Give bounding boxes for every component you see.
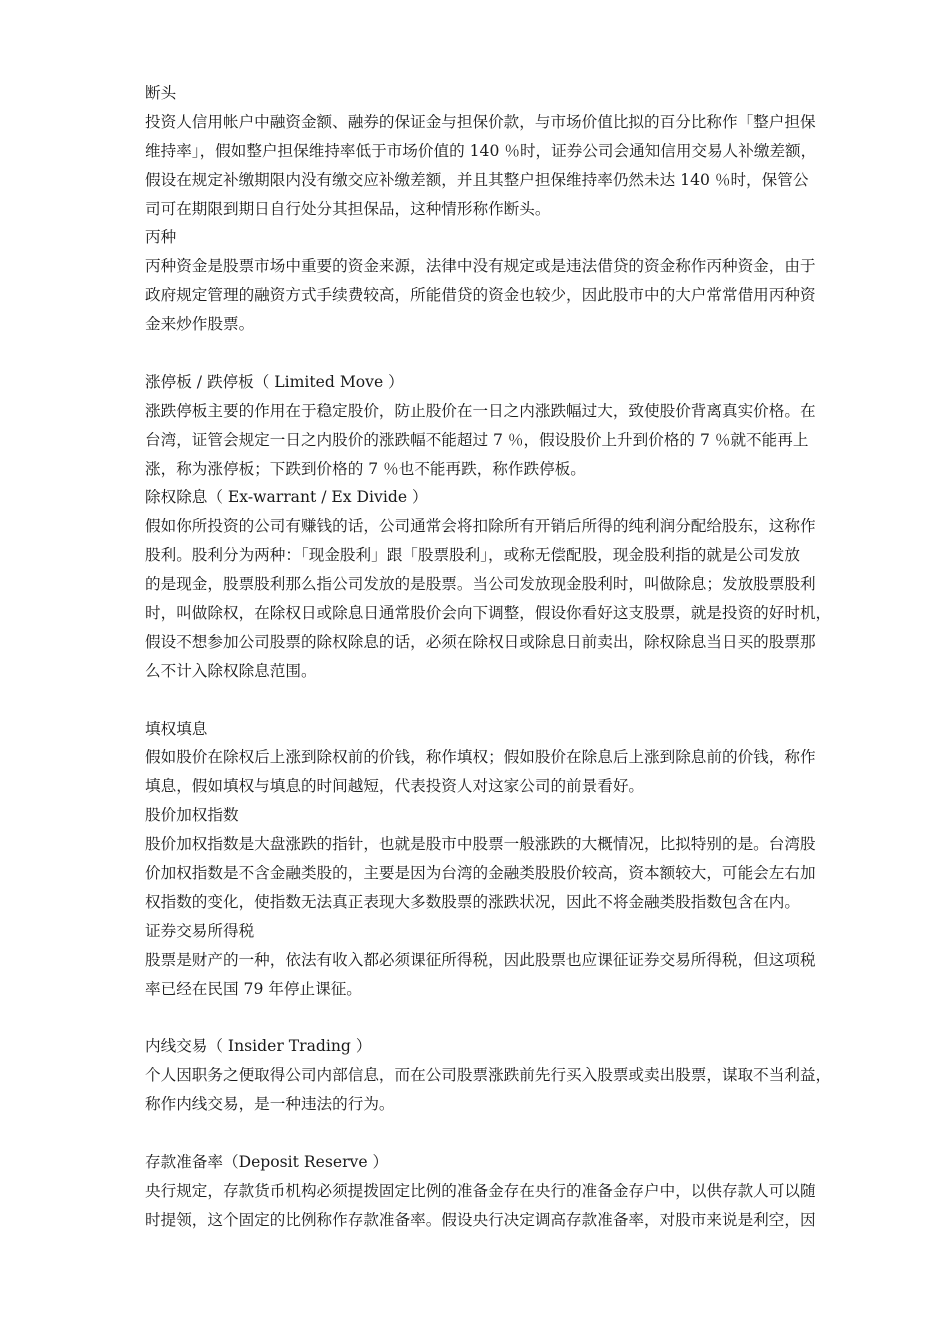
body-text-line: 称作内线交易，是一种违法的行为。 [145, 1095, 395, 1114]
body-text-line: 假设在规定补缴期限内没有缴交应补缴差额，并且其整户担保维持率仍然未达 140 ％时，保管公 [145, 170, 809, 189]
blank-line [145, 339, 868, 368]
section-heading: 除权除息（ Ex-warrant / Ex Divide ） [145, 488, 428, 507]
section-heading: 断头 [145, 84, 177, 102]
body-text-line: 政府规定管理的融资方式手续费较高，所能借贷的资金也较少，因此股市中的大户常常借用丙种资 [145, 286, 816, 305]
body-text-line: 维持率」，假如整户担保维持率低于市场价值的 140 ％时，证券公司会通知信用交易人补缴差额， [145, 141, 817, 160]
section-heading: 存款准备率（Deposit Reserve ） [145, 1152, 389, 1171]
section-heading: 股价加权指数 [145, 806, 239, 825]
body-text-line: 涨跌停板主要的作用在于稳定股价，防止股价在一日之内涨跌幅过大，致使股价背离真实价格。在 [145, 401, 816, 420]
body-text-line: 时提领，这个固定的比例称作存款准备率。假设央行决定调高存款准备率，对股市来说是利空，因 [145, 1210, 816, 1229]
body-text-line: 投资人信用帐户中融资金额、融券的保证金与担保价款，与市场价值比拟的百分比称作「整户担保 [145, 112, 816, 131]
blank-line [145, 1004, 868, 1033]
body-text-line: 司可在期限到期日自行处分其担保品，这种情形称作断头。 [145, 199, 551, 218]
body-text-line: 央行规定，存款货币机构必须提拨固定比例的准备金存在央行的准备金存户中，以供存款人可以随 [145, 1181, 816, 1200]
body-text-line: 率已经在民国 79 年停止课征。 [145, 979, 362, 998]
body-text-line: 假如你所投资的公司有赚钱的话，公司通常会将扣除所有开销后所得的纯利润分配给股东，这称作 [145, 517, 816, 536]
body-text-line: 的是现金，股票股利那么指公司发放的是股票。当公司发放现金股利时，叫做除息；发放股票股利 [145, 575, 816, 594]
body-text-line: 丙种资金是股票市场中重要的资金来源，法律中没有规定或是违法借贷的资金称作丙种资金，由于 [145, 257, 816, 276]
body-text-line: 么不计入除权除息范围。 [145, 661, 317, 680]
section-heading: 涨停板 / 跌停板（ Limited Move ） [145, 372, 404, 391]
body-text-line: 假如股价在除权后上涨到除权前的价钱，称作填权；假如股价在除息后上涨到除息前的价钱，称作 [145, 748, 816, 767]
document-body [145, 79, 868, 1235]
section-heading: 证券交易所得税 [145, 921, 255, 940]
section-heading: 丙种 [145, 228, 177, 247]
section-heading: 填权填息 [145, 719, 208, 738]
section-heading: 内线交易（ Insider Trading ） [145, 1037, 372, 1056]
body-text-line: 个人因职务之便取得公司内部信息，而在公司股票涨跌前先行买入股票或卖出股票，谋取不当利益， [145, 1066, 832, 1085]
body-text-line: 时，叫做除权，在除权日或除息日通常股价会向下调整，假设你看好这支股票，就是投资的好时机， [145, 604, 832, 623]
body-text-line: 填息，假如填权与填息的时间越短，代表投资人对这家公司的前景看好。 [145, 777, 645, 796]
blank-line [145, 686, 868, 715]
body-text-line: 假设不想参加公司股票的除权除息的话，必须在除权日或除息日前卖出，除权除息当日买的股票那 [145, 632, 816, 651]
body-text-line: 股价加权指数是大盘涨跌的指针，也就是股市中股票一般涨跌的大概情况，比拟特别的是。台湾股 [145, 835, 816, 854]
body-text-line: 涨，称为涨停板；下跌到价格的 7 ％也不能再跌，称作跌停板。 [145, 459, 586, 478]
body-text-line: 权指数的变化，使指数无法真正表现大多数股票的涨跌状况，因此不将金融类股指数包含在内。 [145, 892, 800, 911]
body-text-line: 台湾，证管会规定一日之内股价的涨跌幅不能超过 7 ％，假设股价上升到价格的 7 ％就不能再上 [145, 430, 809, 449]
body-text-line: 股利。股利分为两种：「现金股利」跟「股票股利」，或称无偿配股，现金股利指的就是公司发放 [145, 546, 800, 565]
body-text-line: 股票是财产的一种，依法有收入都必须课征所得税，因此股票也应课征证券交易所得税，但这项税 [145, 950, 816, 969]
blank-line [145, 1119, 868, 1148]
body-text-line: 价加权指数是不含金融类股的，主要是因为台湾的金融类股股价较高，资本额较大，可能会左右加 [145, 864, 816, 883]
body-text-line: 金来炒作股票。 [145, 315, 255, 334]
